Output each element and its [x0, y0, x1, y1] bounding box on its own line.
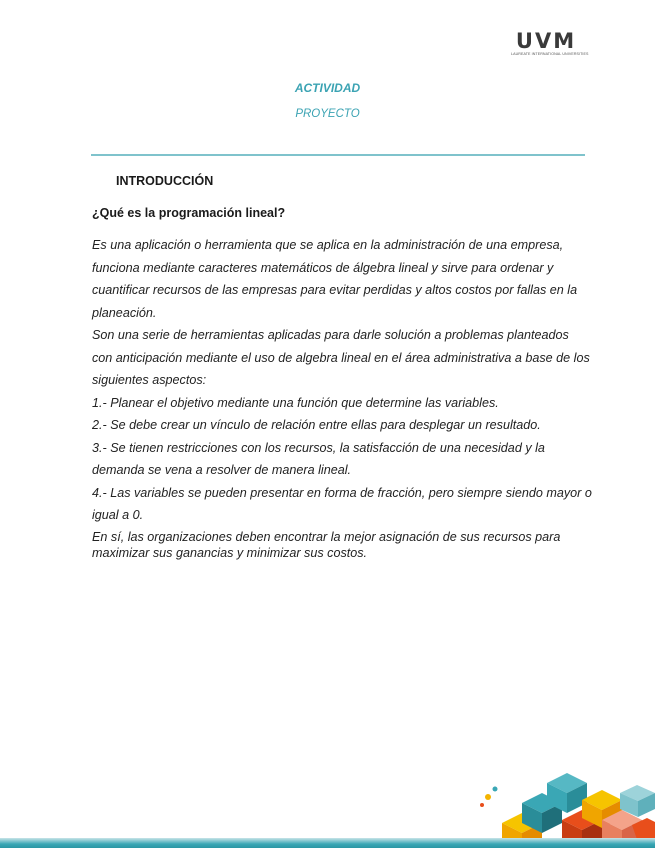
paragraph-conclusion: En sí, las organizaciones deben encontrar la mejor asignación de sus recursos para maximizar sus ganancias y minimizar sus costos. [92, 529, 561, 560]
paragraph-aspect-1: 1.- Planear el objetivo mediante una función que determine las variables. [92, 395, 499, 410]
paragraph-aspect-3: 3.- Se tienen restricciones con los recursos, la satisfacción de una necesidad y la demanda se vena a resolver de manera lineal. [92, 440, 545, 477]
question-heading: ¿Qué es la programación lineal? [92, 206, 286, 220]
logo-tagline: LAUREATE INTERNATIONAL UNIVERSITIES [511, 52, 589, 56]
project-heading: PROYECTO [295, 108, 360, 120]
uvm-logo [511, 29, 589, 57]
section-title: INTRODUCCIÓN [116, 174, 214, 188]
logo-wordmark: UVM [515, 29, 577, 53]
paragraph-tools: Son una serie de herramientas aplicadas para darle solución a problemas planteados con anticipación mediante el uso de algebra lineal en el área administrativa a base de los siguientes aspectos: [92, 328, 590, 387]
activity-heading: ACTIVIDAD [294, 81, 361, 95]
paragraph-aspect-2: 2.- Se debe crear un vínculo de relación entre ellas para desplegar un resultado. [92, 418, 541, 432]
decorative-cubes-graphic [462, 765, 655, 848]
header-divider [91, 154, 585, 156]
paragraph-aspect-4: 4.- Las variables se pueden presentar en forma de fracción, pero siempre siendo mayor o igual a 0. [92, 485, 592, 522]
body-text [92, 234, 592, 561]
paragraph-definition: Es una aplicación o herramienta que se aplica en la administración de una empresa, funciona mediante caracteres matemáticos de álgebra lineal y sirve para ordenar y cuantificar recursos de las empresas para evitar perdidas y altos costos por fallas en la planeación. [92, 238, 578, 320]
footer-bar [0, 838, 655, 848]
